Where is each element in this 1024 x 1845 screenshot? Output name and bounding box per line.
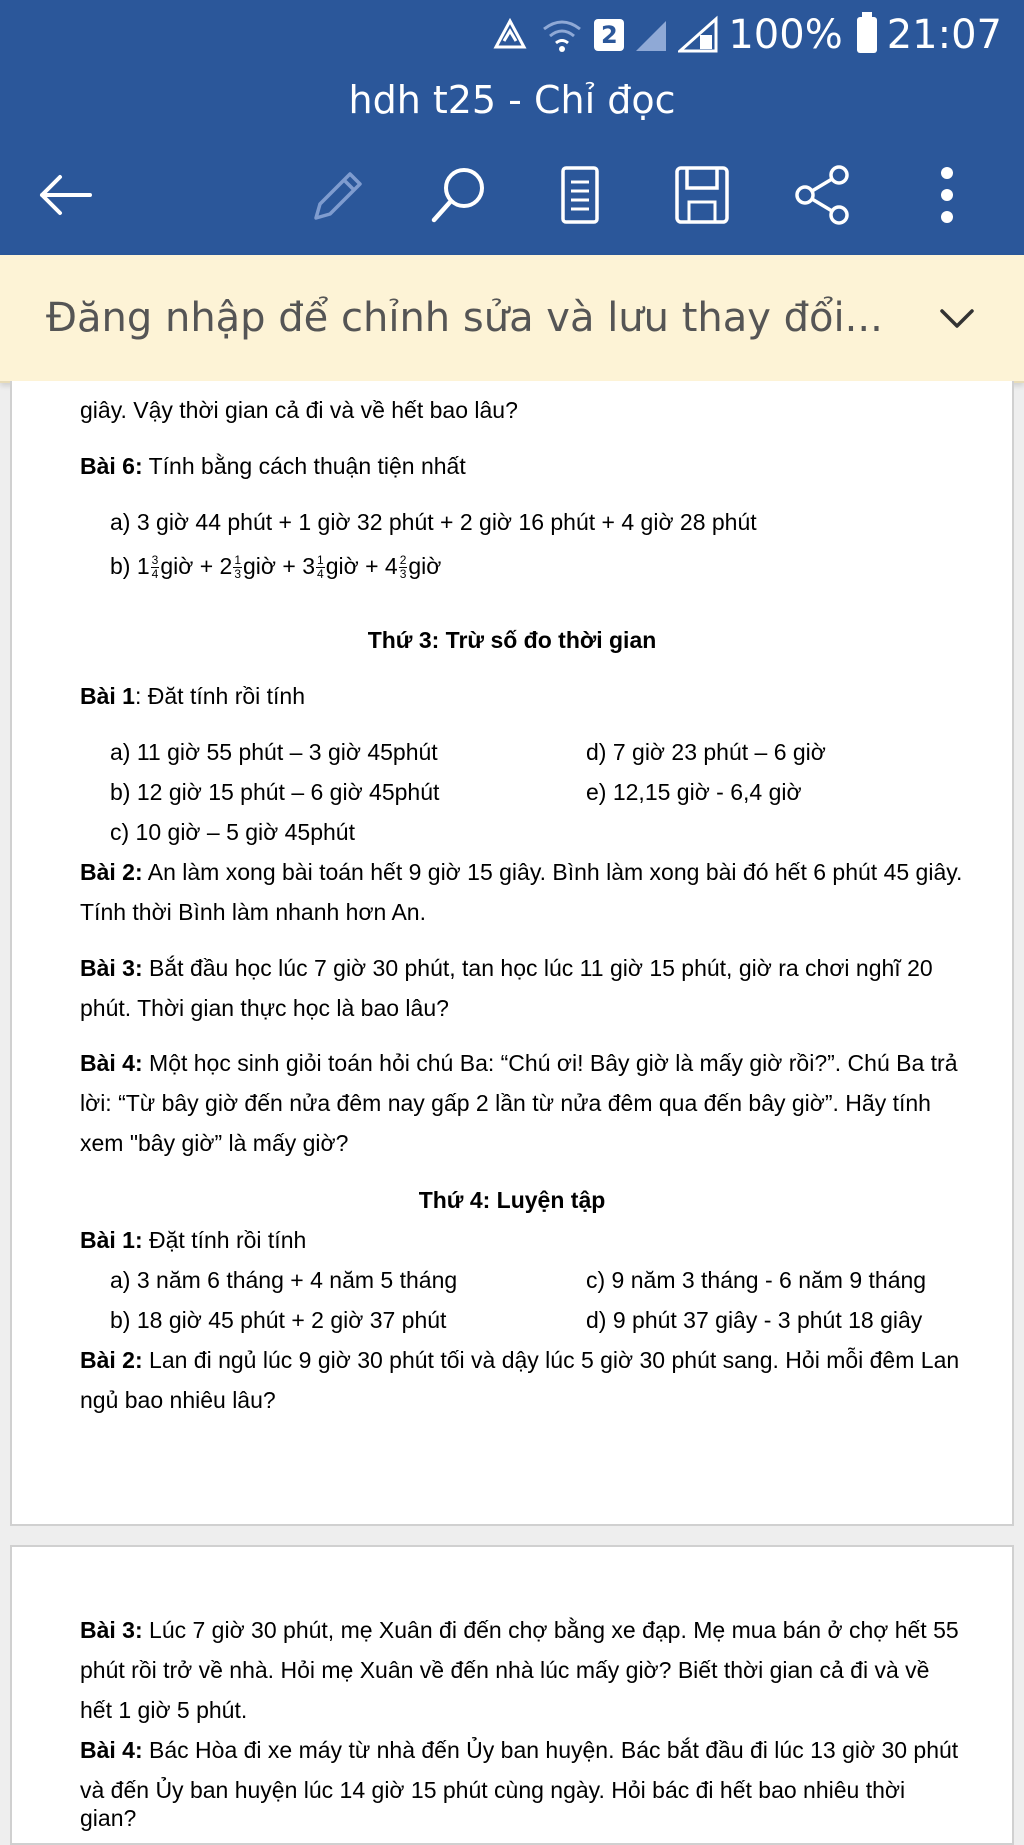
thu3-exercise-1: [80, 683, 972, 710]
fraction: [316, 554, 325, 581]
text: giờ + 2: [160, 553, 233, 579]
thu3-exercise-3: [80, 955, 972, 982]
thu3-exercise-1d: d) 7 giờ 23 phút – 6 giờ: [586, 739, 826, 765]
text-line: lời: “Từ bây giờ đến nửa đêm nay gấp 2 lần từ nửa đêm qua đến bây giờ”. Hãy tính: [80, 1090, 931, 1116]
document-page-1: [10, 381, 1014, 1526]
battery-icon: [857, 17, 877, 53]
thu3-exercise-2: [80, 859, 972, 886]
search-button[interactable]: [424, 160, 494, 230]
more-vertical-icon: [912, 160, 982, 230]
back-arrow-icon: [30, 160, 100, 230]
clock: 21:07: [886, 12, 1002, 58]
fraction: [399, 554, 408, 581]
text-line: xem "bây giờ” là mấy giờ?: [80, 1130, 349, 1156]
denominator: 4: [317, 567, 324, 582]
more-options-button[interactable]: [912, 160, 982, 230]
thu3-exercise-1c: c) 10 giờ – 5 giờ 45phút: [110, 819, 355, 845]
sign-in-banner-text: Đăng nhập để chỉnh sửa và lưu thay đổi...: [46, 295, 883, 341]
exercise-label: Bài 1:: [80, 1227, 143, 1253]
section-title-thu4: Thứ 4: Luyện tập: [418, 1187, 606, 1213]
document-title: hdh t25 - Chỉ đọc: [0, 70, 1024, 130]
exercise-6b: [110, 553, 972, 581]
back-button[interactable]: [30, 160, 100, 230]
exercise-3: [80, 1617, 972, 1644]
exercise-label: Bài 3:: [80, 1617, 143, 1643]
exercise-text: Lan đi ngủ lúc 9 giờ 30 phút tối và dậy lúc 5 giờ 30 phút sang. Hỏi mỗi đêm Lan: [142, 1347, 960, 1373]
status-bar: [0, 0, 1024, 70]
save-icon: [667, 160, 737, 230]
share-icon: [789, 160, 859, 230]
data-saver-icon: [490, 15, 530, 55]
text-line: ngủ bao nhiêu lâu?: [80, 1387, 276, 1413]
text: giờ + 3: [243, 553, 316, 579]
wifi-icon: [540, 15, 584, 55]
fraction: [233, 554, 242, 581]
exercise-label: Bài 2:: [80, 859, 143, 885]
reading-view-button[interactable]: [545, 160, 615, 230]
reading-view-icon: [545, 160, 615, 230]
thu4-exercise-1: [80, 1227, 972, 1254]
exercise-4: [80, 1737, 972, 1764]
sim-badge: 2: [594, 19, 624, 51]
thu3-exercise-1a: a) 11 giờ 55 phút – 3 giờ 45phút: [110, 739, 438, 765]
text-line: hết 1 giờ 5 phút.: [80, 1697, 248, 1723]
exercise-text: Bác Hòa đi xe máy từ nhà đến Ủy ban huyện. Bác bắt đầu đi lúc 13 giờ 30 phút: [142, 1737, 959, 1763]
text: b) 1: [110, 553, 150, 579]
share-button[interactable]: [789, 160, 859, 230]
thu3-exercise-4: [80, 1050, 972, 1077]
exercise-label: Bài 6:: [80, 453, 143, 479]
exercise-label: Bài 2:: [80, 1347, 143, 1373]
exercise-label: Bài 3:: [80, 955, 143, 981]
exercise-label: Bài 1: [80, 683, 135, 709]
signal-icon-2: [678, 15, 718, 55]
save-button[interactable]: [667, 160, 737, 230]
exercise-text: : Đăt tính rồi tính: [134, 683, 306, 709]
text-line: Tính thời Bình làm nhanh hơn An.: [80, 899, 426, 925]
exercise-text: Một học sinh giỏi toán hỏi chú Ba: “Chú ơi! Bây giờ là mấy giờ rồi?”. Chú Ba trả: [142, 1050, 958, 1076]
text-line: gian?: [80, 1805, 137, 1831]
thu4-exercise-2: [80, 1347, 972, 1374]
sign-in-banner[interactable]: [0, 255, 1024, 383]
exercise-text: Lúc 7 giờ 30 phút, mẹ Xuân đi đến chợ bằng xe đạp. Mẹ mua bán ở chợ hết 55: [142, 1617, 959, 1643]
thu4-exercise-1b: b) 18 giờ 45 phút + 2 giờ 37 phút: [110, 1307, 447, 1333]
numerator: 3: [151, 553, 159, 568]
text-line: và đến Ủy ban huyện lúc 14 giờ 15 phút cùng ngày. Hỏi bác đi hết bao nhiêu thời: [80, 1777, 906, 1803]
numerator: 1: [234, 553, 242, 568]
text: giờ + 4: [325, 553, 398, 579]
text-line: giây. Vậy thời gian cả đi và về hết bao lâu?: [80, 397, 518, 423]
exercise-6: [80, 453, 972, 480]
section-title-thu3: Thứ 3: Trừ số đo thời gian: [367, 627, 657, 653]
exercise-text: Đặt tính rồi tính: [142, 1227, 307, 1253]
exercise-text: Tính bằng cách thuận tiện nhất: [142, 453, 466, 479]
thu4-exercise-1a: a) 3 năm 6 tháng + 4 năm 5 tháng: [110, 1267, 458, 1293]
text: giờ: [408, 553, 442, 579]
exercise-label: Bài 4:: [80, 1050, 143, 1076]
toolbar: [0, 130, 1024, 255]
edit-button[interactable]: [302, 160, 372, 230]
thu3-exercise-1e: e) 12,15 giờ - 6,4 giờ: [586, 779, 802, 805]
exercise-label: Bài 4:: [80, 1737, 143, 1763]
denominator: 3: [399, 567, 407, 582]
chevron-down-icon[interactable]: [934, 295, 980, 341]
text-line: phút. Thời gian thực học là bao lâu?: [80, 995, 449, 1021]
denominator: 4: [151, 567, 159, 582]
numerator: 2: [399, 553, 407, 568]
search-icon: [424, 160, 494, 230]
text-line: phút rồi trở về nhà. Hỏi mẹ Xuân về đến nhà lúc mấy giờ? Biết thời gian cả đi và về: [80, 1657, 930, 1683]
exercise-text: An làm xong bài toán hết 9 giờ 15 giây. Bình làm xong bài đó hết 6 phút 45 giây.: [142, 859, 963, 885]
thu3-exercise-1b: b) 12 giờ 15 phút – 6 giờ 45phút: [110, 779, 440, 805]
numerator: 1: [317, 553, 324, 568]
battery-percent: 100%: [728, 12, 843, 58]
signal-icon-1: [634, 15, 668, 55]
document-page-2: [10, 1545, 1014, 1845]
exercise-6a: a) 3 giờ 44 phút + 1 giờ 32 phút + 2 giờ 16 phút + 4 giờ 28 phút: [110, 509, 757, 535]
fraction: [151, 554, 160, 581]
exercise-text: Bắt đầu học lúc 7 giờ 30 phút, tan học lúc 11 giờ 15 phút, giờ ra chơi nghĩ 20: [142, 955, 933, 981]
denominator: 3: [234, 567, 242, 582]
thu4-exercise-1c: c) 9 năm 3 tháng - 6 năm 9 tháng: [586, 1267, 927, 1293]
status-icons: [490, 12, 1002, 58]
thu4-exercise-1d: d) 9 phút 37 giây - 3 phút 18 giây: [586, 1307, 923, 1333]
pencil-icon: [302, 160, 372, 230]
